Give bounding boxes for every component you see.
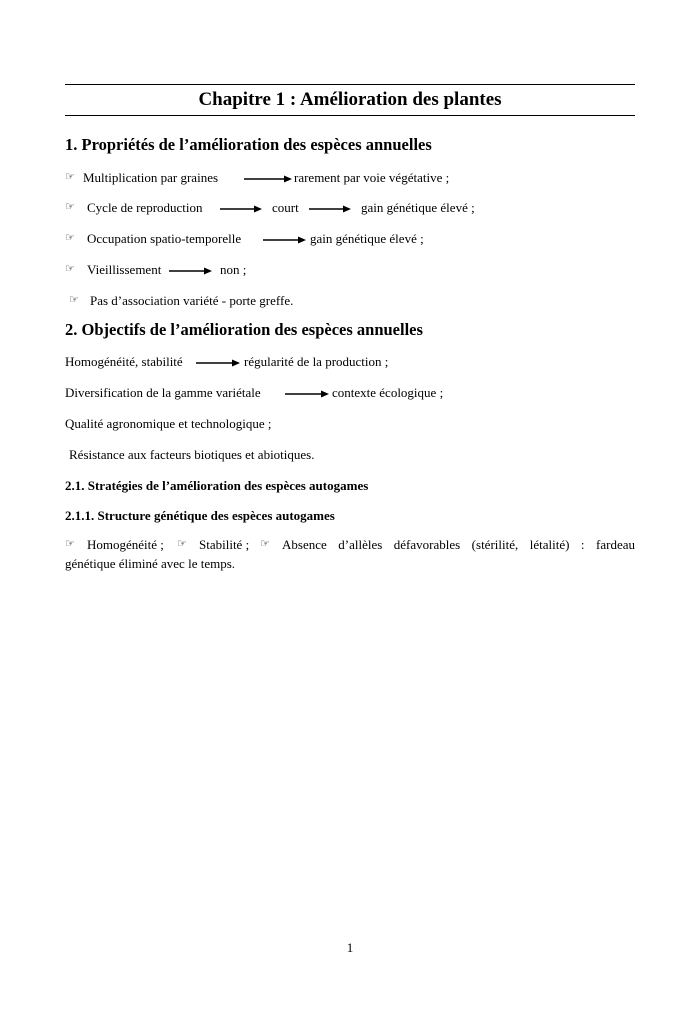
page-number: 1	[346, 940, 354, 955]
pointing-hand-icon: ☞	[65, 200, 75, 213]
s211-p2: Stabilité ;	[199, 537, 250, 552]
s211-line-1	[65, 537, 635, 557]
section-2-1-1-heading: 2.1.1. Structure génétique des espèces autogames	[65, 508, 335, 523]
s2-l2-b: contexte écologique ;	[332, 385, 444, 400]
s2-l1-a: Homogénéité, stabilité	[65, 354, 183, 369]
s2-l3-a: Qualité agronomique et technologique ;	[65, 416, 272, 431]
pointing-hand-icon: ☞	[69, 293, 79, 306]
arrow-right-icon	[196, 358, 240, 368]
s211-p4: génétique éliminé avec le temps.	[65, 556, 236, 571]
s2-l2-a: Diversification de la gamme variétale	[65, 385, 261, 400]
s1-l4-b: non ;	[220, 262, 247, 277]
pointing-hand-icon: ☞	[65, 262, 75, 275]
s1-l1-a: Multiplication par graines	[83, 170, 219, 185]
section-2-heading: 2. Objectifs de l’amélioration des espèces annuelles	[65, 320, 423, 339]
s1-l2-b: court	[272, 200, 299, 215]
arrow-right-icon	[169, 266, 212, 276]
s1-l1-b: rarement par voie végétative ;	[294, 170, 450, 185]
s1-l2-a: Cycle de reproduction	[87, 200, 203, 215]
pointing-hand-icon: ☞	[65, 170, 75, 183]
s211-p3: Absence d’allèles défavorables (stérilité, létalité) : fardeau	[282, 537, 635, 552]
pointing-hand-icon: ☞	[260, 537, 270, 550]
arrow-right-icon	[263, 235, 306, 245]
arrow-right-icon	[220, 204, 262, 214]
s1-l4-a: Vieillissement	[87, 262, 162, 277]
s1-l2-c: gain génétique élevé ;	[361, 200, 475, 215]
chapter-title-block	[65, 84, 635, 116]
section-1-heading: 1. Propriétés de l’amélioration des espèces annuelles	[65, 135, 432, 154]
pointing-hand-icon: ☞	[65, 231, 75, 244]
pointing-hand-icon: ☞	[65, 537, 75, 550]
pointing-hand-icon: ☞	[177, 537, 187, 550]
arrow-right-icon	[285, 389, 329, 399]
s1-l5-a: Pas d’association variété - porte greffe.	[90, 293, 294, 308]
s211-p1: Homogénéité ;	[87, 537, 164, 552]
s1-l3-a: Occupation spatio-temporelle	[87, 231, 242, 246]
s1-l3-b: gain génétique élevé ;	[310, 231, 424, 246]
chapter-title: Chapitre 1 : Amélioration des plantes	[198, 89, 502, 110]
arrow-right-icon	[309, 204, 351, 214]
section-2-1-heading: 2.1. Stratégies de l’amélioration des espèces autogames	[65, 478, 369, 493]
s2-l4-a: Résistance aux facteurs biotiques et abiotiques.	[69, 447, 315, 462]
s2-l1-b: régularité de la production ;	[244, 354, 389, 369]
arrow-right-icon	[244, 174, 292, 184]
